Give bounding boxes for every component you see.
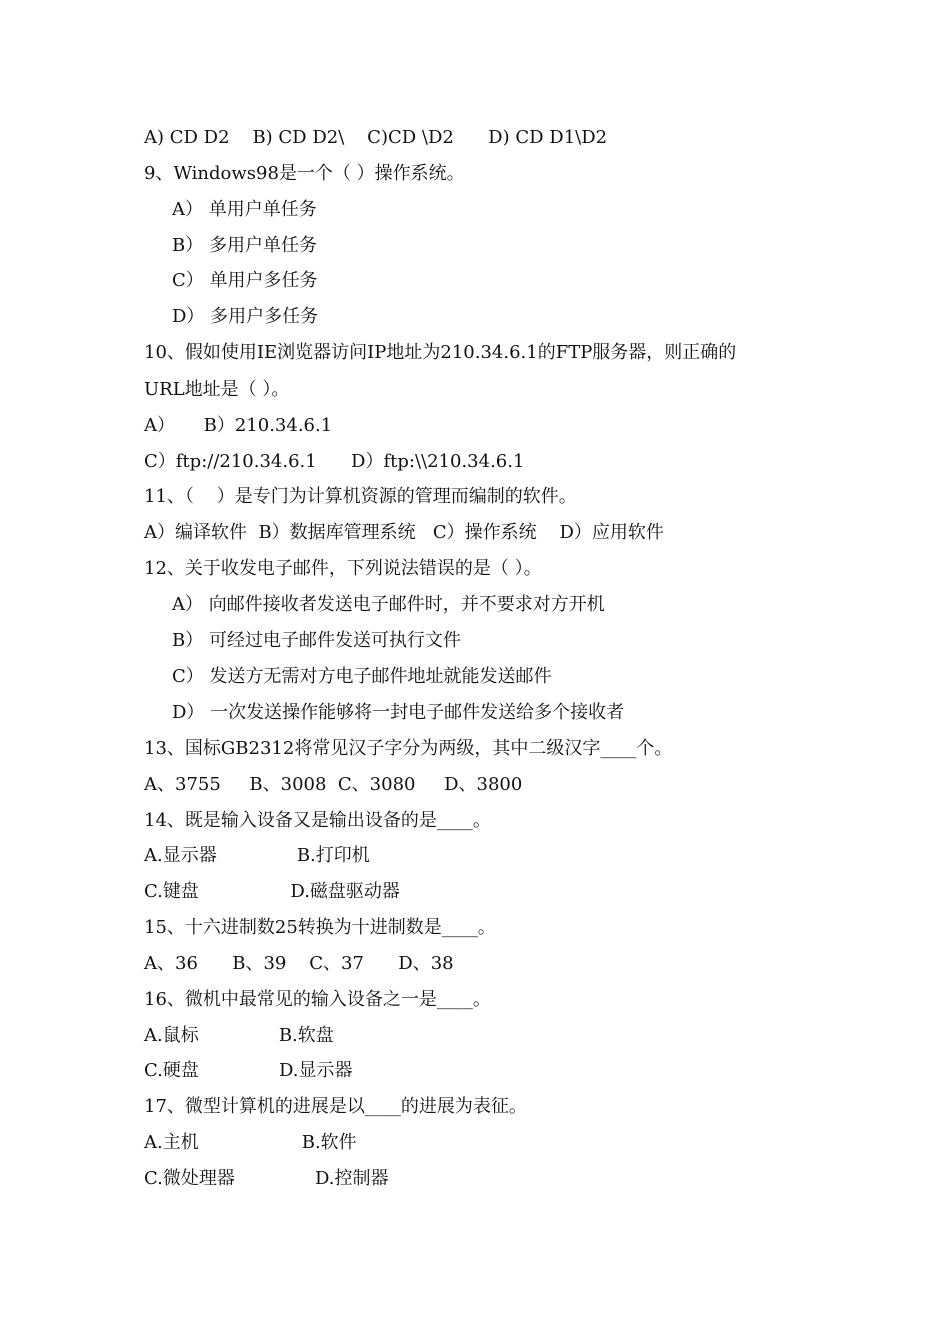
q15-options: A、36 B、39 C、37 D、38 (144, 953, 454, 974)
q10-options-ab: A） B）210.34.6.1 (144, 415, 333, 436)
q14-stem: 14、既是输入设备又是输出设备的是____。 (144, 810, 491, 831)
q10-options-cd: C）ftp://210.34.6.1 D）ftp:\\210.34.6.1 (144, 451, 525, 472)
q9-option-c: C） 单用户多任务 (172, 270, 318, 291)
q16-stem: 16、微机中最常见的输入设备之一是____。 (144, 989, 491, 1010)
q16-options-cd: C.硬盘 D.显示器 (144, 1060, 353, 1081)
q17-options-ab: A.主机 B.软件 (144, 1132, 357, 1153)
q9-option-b: B） 多用户单任务 (172, 235, 317, 256)
q10-stem-line1: 10、假如使用IE浏览器访问IP地址为210.34.6.1的FTP服务器，则正确的 (144, 342, 737, 363)
q17-stem: 17、微型计算机的进展是以____的进展为表征。 (144, 1096, 527, 1117)
q17-options-cd: C.微处理器 D.控制器 (144, 1168, 389, 1189)
q10-stem-line2: URL地址是（ ）。 (144, 379, 290, 400)
q11-stem: 11、（ ）是专门为计算机资源的管理而编制的软件。 (144, 486, 577, 507)
q14-options-ab: A.显示器 B.打印机 (144, 845, 370, 866)
q12-stem: 12、关于收发电子邮件，下列说法错误的是（ ）。 (144, 558, 542, 579)
q11-options: A）编译软件 B）数据库管理系统 C）操作系统 D）应用软件 (144, 522, 664, 543)
q8-options: A) CD D2 B) CD D2\ C)CD \D2 D) CD D1\D2 (144, 127, 608, 148)
q14-options-cd: C.键盘 D.磁盘驱动器 (144, 881, 400, 902)
q12-option-d: D） 一次发送操作能够将一封电子邮件发送给多个接收者 (172, 702, 625, 723)
q9-stem: 9、Windows98是一个（ ）操作系统。 (144, 163, 465, 184)
q12-option-b: B） 可经过电子邮件发送可执行文件 (172, 630, 461, 651)
q12-option-c: C） 发送方无需对方电子邮件地址就能发送邮件 (172, 666, 552, 687)
q9-option-d: D） 多用户多任务 (172, 306, 319, 327)
q13-options: A、3755 B、3008 C、3080 D、3800 (144, 774, 523, 795)
q16-options-ab: A.鼠标 B.软盘 (144, 1025, 334, 1046)
q15-stem: 15、十六进制数25转换为十进制数是____。 (144, 917, 496, 938)
q12-option-a: A） 向邮件接收者发送电子邮件时，并不要求对方开机 (172, 594, 605, 615)
q13-stem: 13、国标GB2312将常见汉子字分为两级，其中二级汉字____个。 (144, 738, 673, 759)
q9-option-a: A） 单用户单任务 (172, 199, 317, 220)
